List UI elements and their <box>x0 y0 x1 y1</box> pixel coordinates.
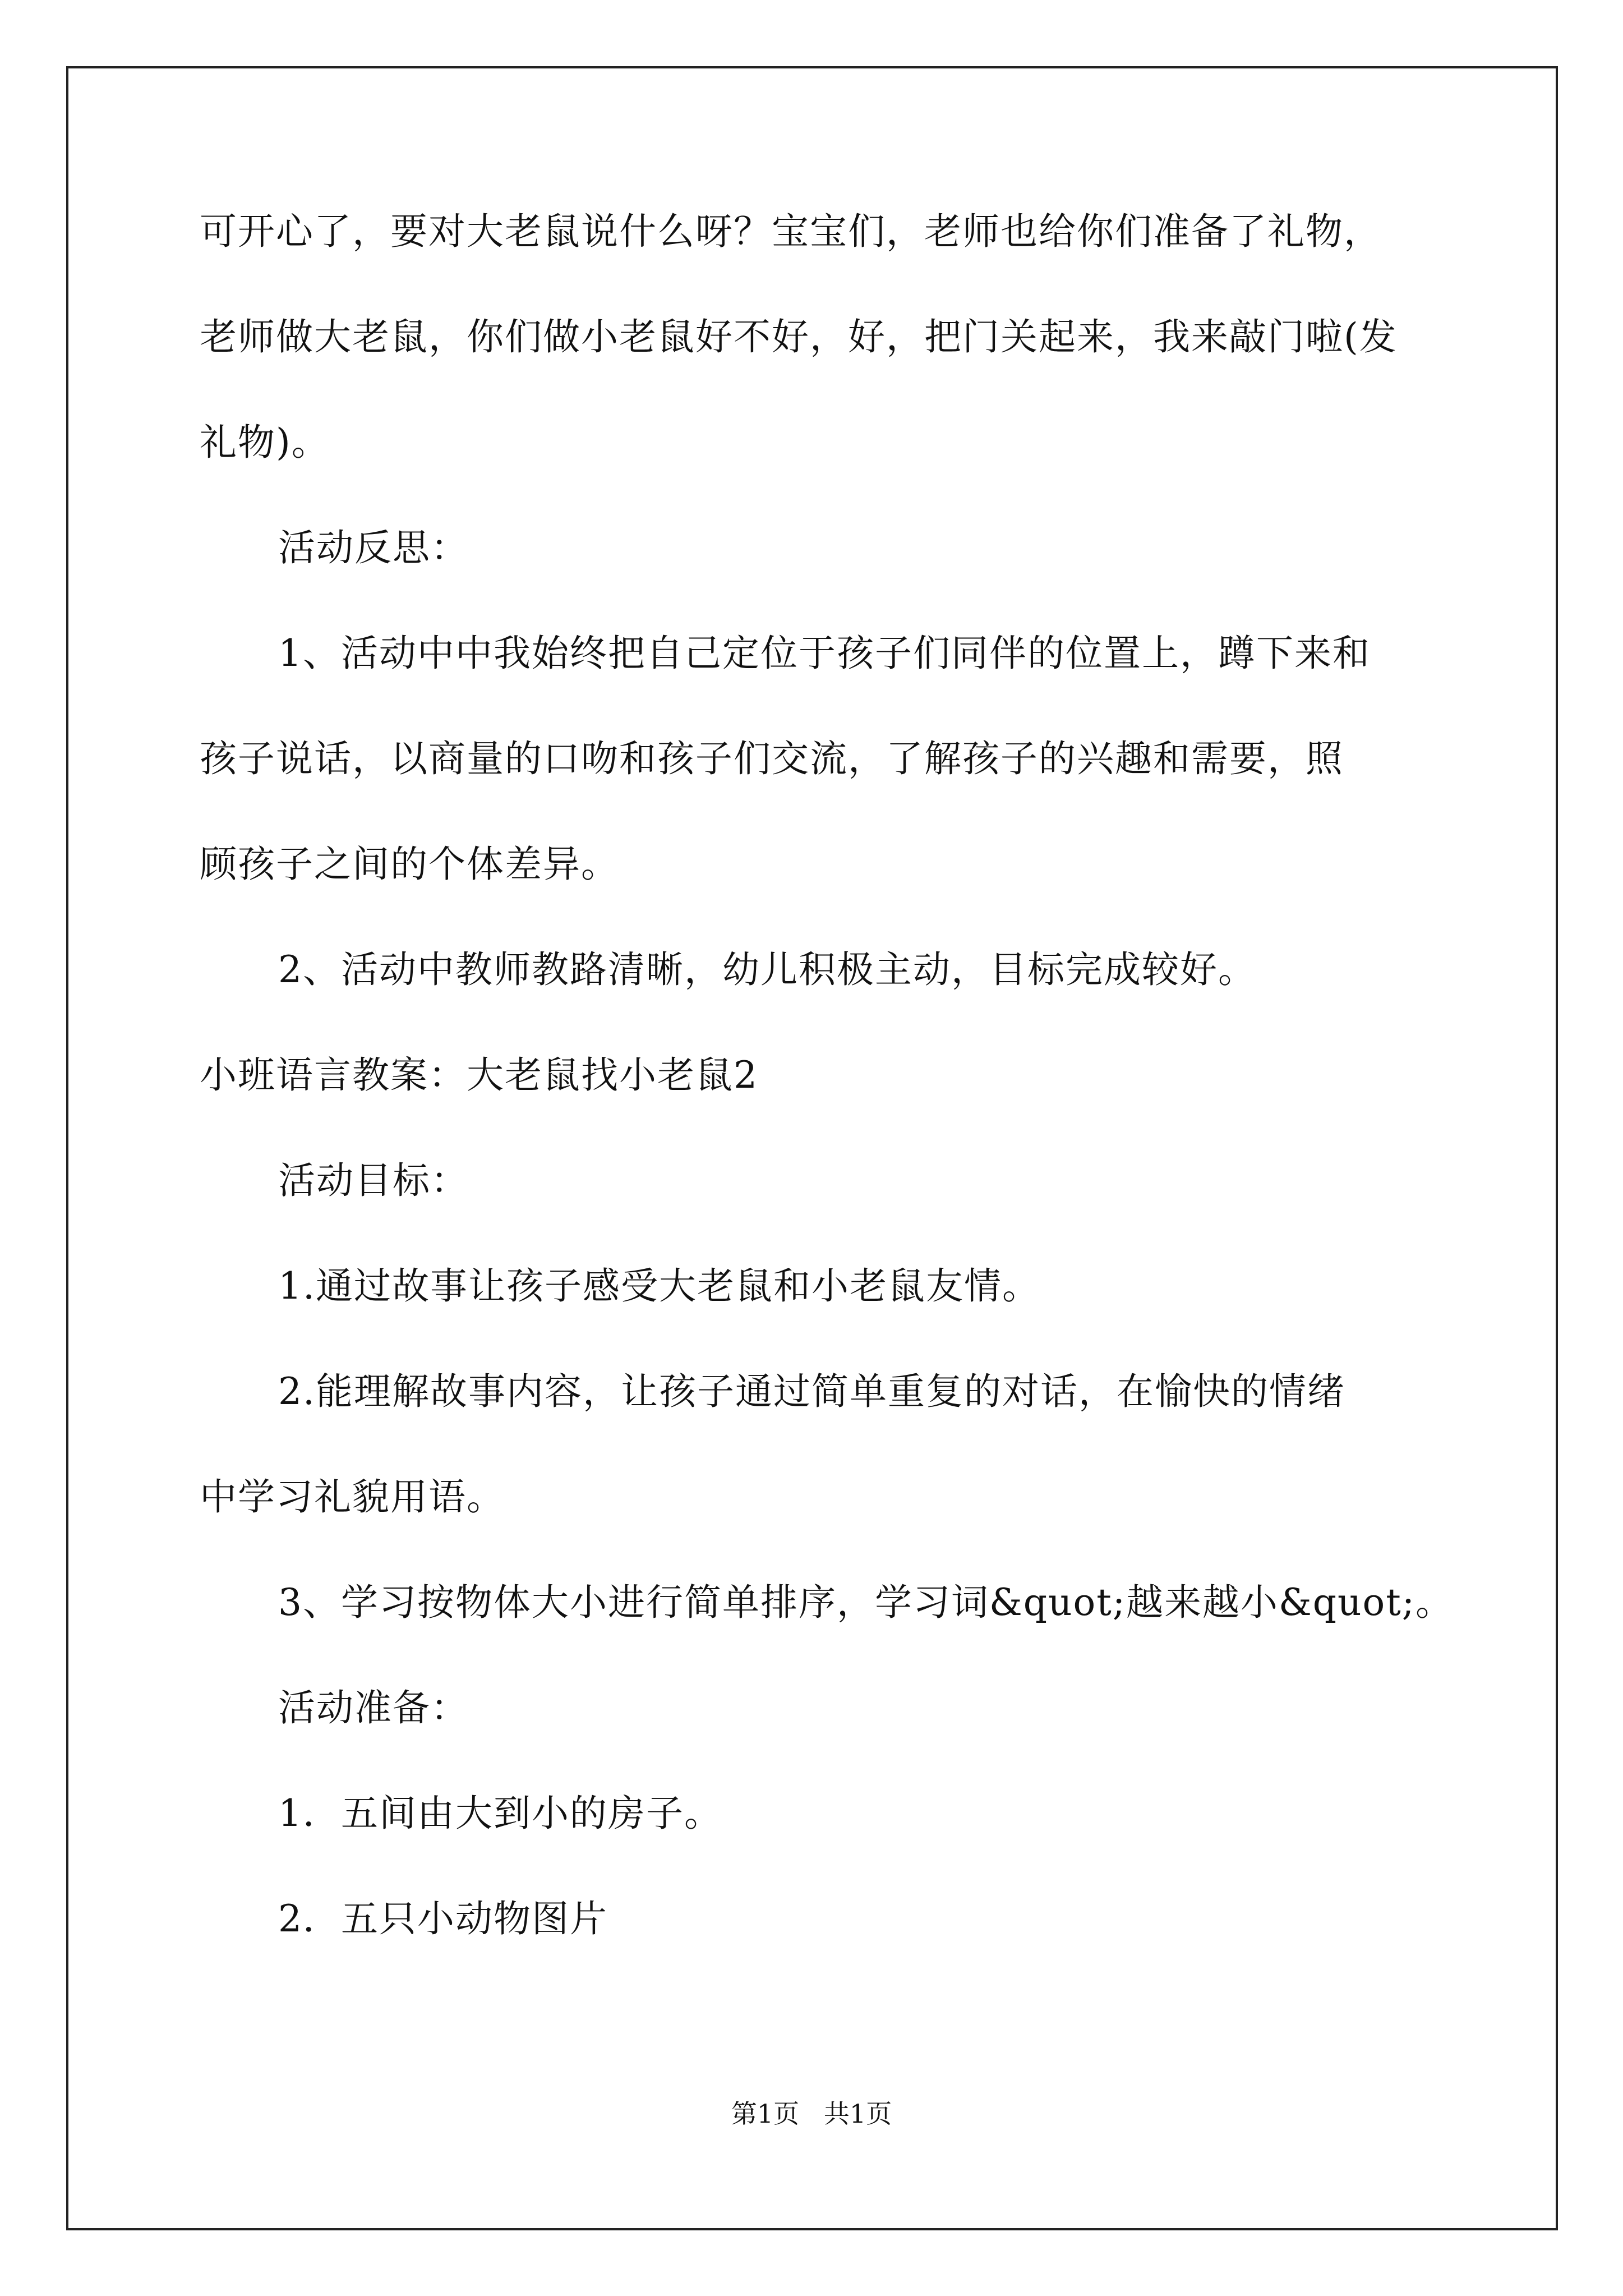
text-line-2: 老师做大老鼠，你们做小老鼠好不好，好，把门关起来，我来敲门啦(发 <box>200 315 1398 358</box>
text-line-11: 1.通过故事让孩子感受大老鼠和小老鼠友情。 <box>278 1264 1040 1308</box>
text-line-6: 孩子说话，以商量的口吻和孩子们交流，了解孩子的兴趣和需要，照 <box>200 737 1344 780</box>
text-line-8: 2、活动中教师教路清晰，幼儿积极主动，目标完成较好。 <box>278 948 1256 991</box>
text-line-5: 1、活动中中我始终把自己定位于孩子们同伴的位置上，蹲下来和 <box>278 632 1371 675</box>
page-footer: 第1页 共1页 <box>731 2099 892 2129</box>
section-heading-reflection: 活动反思： <box>278 526 469 569</box>
text-line-7: 顾孩子之间的个体差异。 <box>200 843 619 886</box>
lesson-title: 小班语言教案：大老鼠找小老鼠2 <box>200 1053 758 1097</box>
text-line-3: 礼物)。 <box>200 421 330 464</box>
text-line-14: 3、学习按物体大小进行简单排序，学习词&quot;越来越小&quot;。 <box>278 1581 1454 1624</box>
text-line-1: 可开心了，要对大老鼠说什么呀？宝宝们，老师也给你们准备了礼物， <box>200 210 1382 253</box>
section-heading-preparation: 活动准备： <box>278 1686 469 1729</box>
text-line-16: 1．五间由大到小的房子。 <box>278 1792 722 1835</box>
section-heading-goals: 活动目标： <box>278 1159 469 1202</box>
text-line-12: 2.能理解故事内容，让孩子通过简单重复的对话，在愉快的情绪 <box>278 1370 1345 1413</box>
text-line-17: 2．五只小动物图片 <box>278 1897 608 1940</box>
text-line-13: 中学习礼貌用语。 <box>200 1475 505 1519</box>
